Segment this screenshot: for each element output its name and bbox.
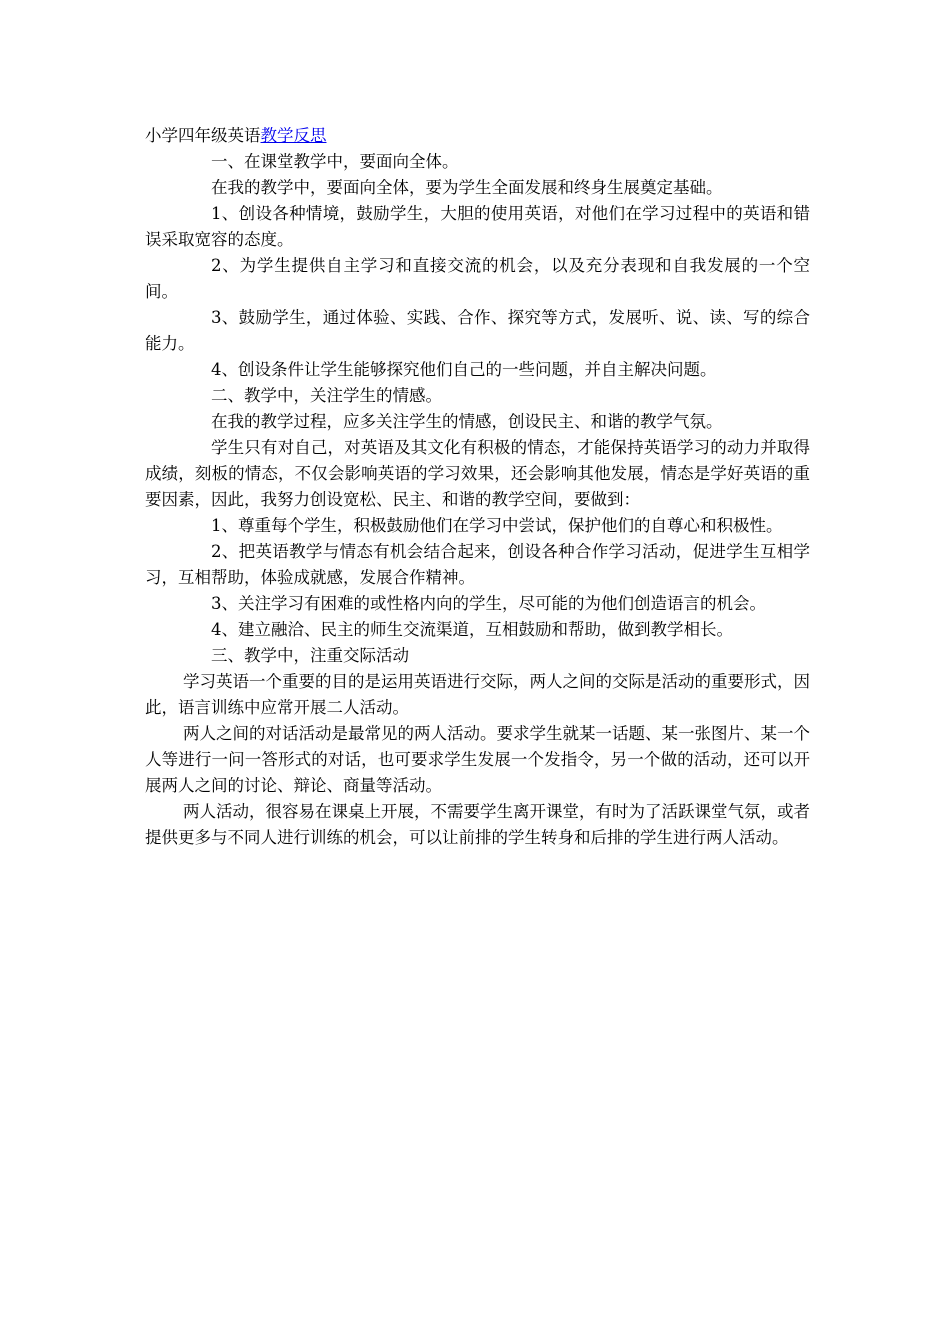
list-item: 2、把英语教学与情态有机会结合起来，创设各种合作学习活动，促进学生互相学习，互相帮助，体验成就感，发展合作精神。 bbox=[145, 542, 810, 587]
paragraph: 两人之间的对话活动是最常见的两人活动。要求学生就某一话题、某一张图片、某一个人等进行一问一答形式的对话，也可要求学生发展一个发指令，另一个做的活动，还可以开展两人之间的讨论、辩论、商量等活动。 bbox=[145, 724, 810, 795]
document-title bbox=[145, 123, 810, 149]
paragraph: 学生只有对自己，对英语及其文化有积极的情态，才能保持英语学习的动力并取得成绩，刻板的情态，不仅会影响英语的学习效果，还会影响其他发展，情态是学好英语的重要因素，因此，我努力创设宽松、民主、和谐的教学空间，要做到： bbox=[145, 438, 810, 509]
paragraph: 在我的教学过程，应多关注学生的情感，创设民主、和谐的教学气氛。 bbox=[211, 412, 723, 431]
list-item: 3、关注学习有困难的或性格内向的学生，尽可能的为他们创造语言的机会。 bbox=[211, 594, 766, 613]
section-heading-1: 一、在课堂教学中，要面向全体。 bbox=[211, 152, 459, 171]
list-item: 3、鼓励学生，通过体验、实践、合作、探究等方式，发展听、说、读、写的综合能力。 bbox=[145, 308, 810, 353]
document-body bbox=[145, 123, 810, 851]
title-link[interactable]: 教学反思 bbox=[260, 126, 327, 145]
paragraph: 学习英语一个重要的目的是运用英语进行交际，两人之间的交际是活动的重要形式，因此，语言训练中应常开展二人活动。 bbox=[145, 672, 810, 717]
section-heading-2: 二、教学中，关注学生的情感。 bbox=[211, 386, 442, 405]
list-item: 1、创设各种情境，鼓励学生，大胆的使用英语，对他们在学习过程中的英语和错误采取宽容的态度。 bbox=[145, 204, 810, 249]
section-heading-3: 三、教学中，注重交际活动 bbox=[211, 646, 409, 665]
list-item: 4、建立融洽、民主的师生交流渠道，互相鼓励和帮助，做到教学相长。 bbox=[211, 620, 733, 639]
title-prefix: 小学四年级英语 bbox=[145, 126, 261, 145]
list-item: 2、为学生提供自主学习和直接交流的机会，以及充分表现和自我发展的一个空间。 bbox=[145, 256, 810, 301]
list-item: 4、创设条件让学生能够探究他们自己的一些问题，并自主解决问题。 bbox=[211, 360, 717, 379]
paragraph: 在我的教学中，要面向全体，要为学生全面发展和终身生展奠定基础。 bbox=[211, 178, 723, 197]
list-item: 1、尊重每个学生，积极鼓励他们在学习中尝试，保护他们的自尊心和积极性。 bbox=[211, 516, 783, 535]
paragraph: 两人活动，很容易在课桌上开展，不需要学生离开课堂，有时为了活跃课堂气氛，或者提供更多与不同人进行训练的机会，可以让前排的学生转身和后排的学生进行两人活动。 bbox=[145, 802, 810, 847]
